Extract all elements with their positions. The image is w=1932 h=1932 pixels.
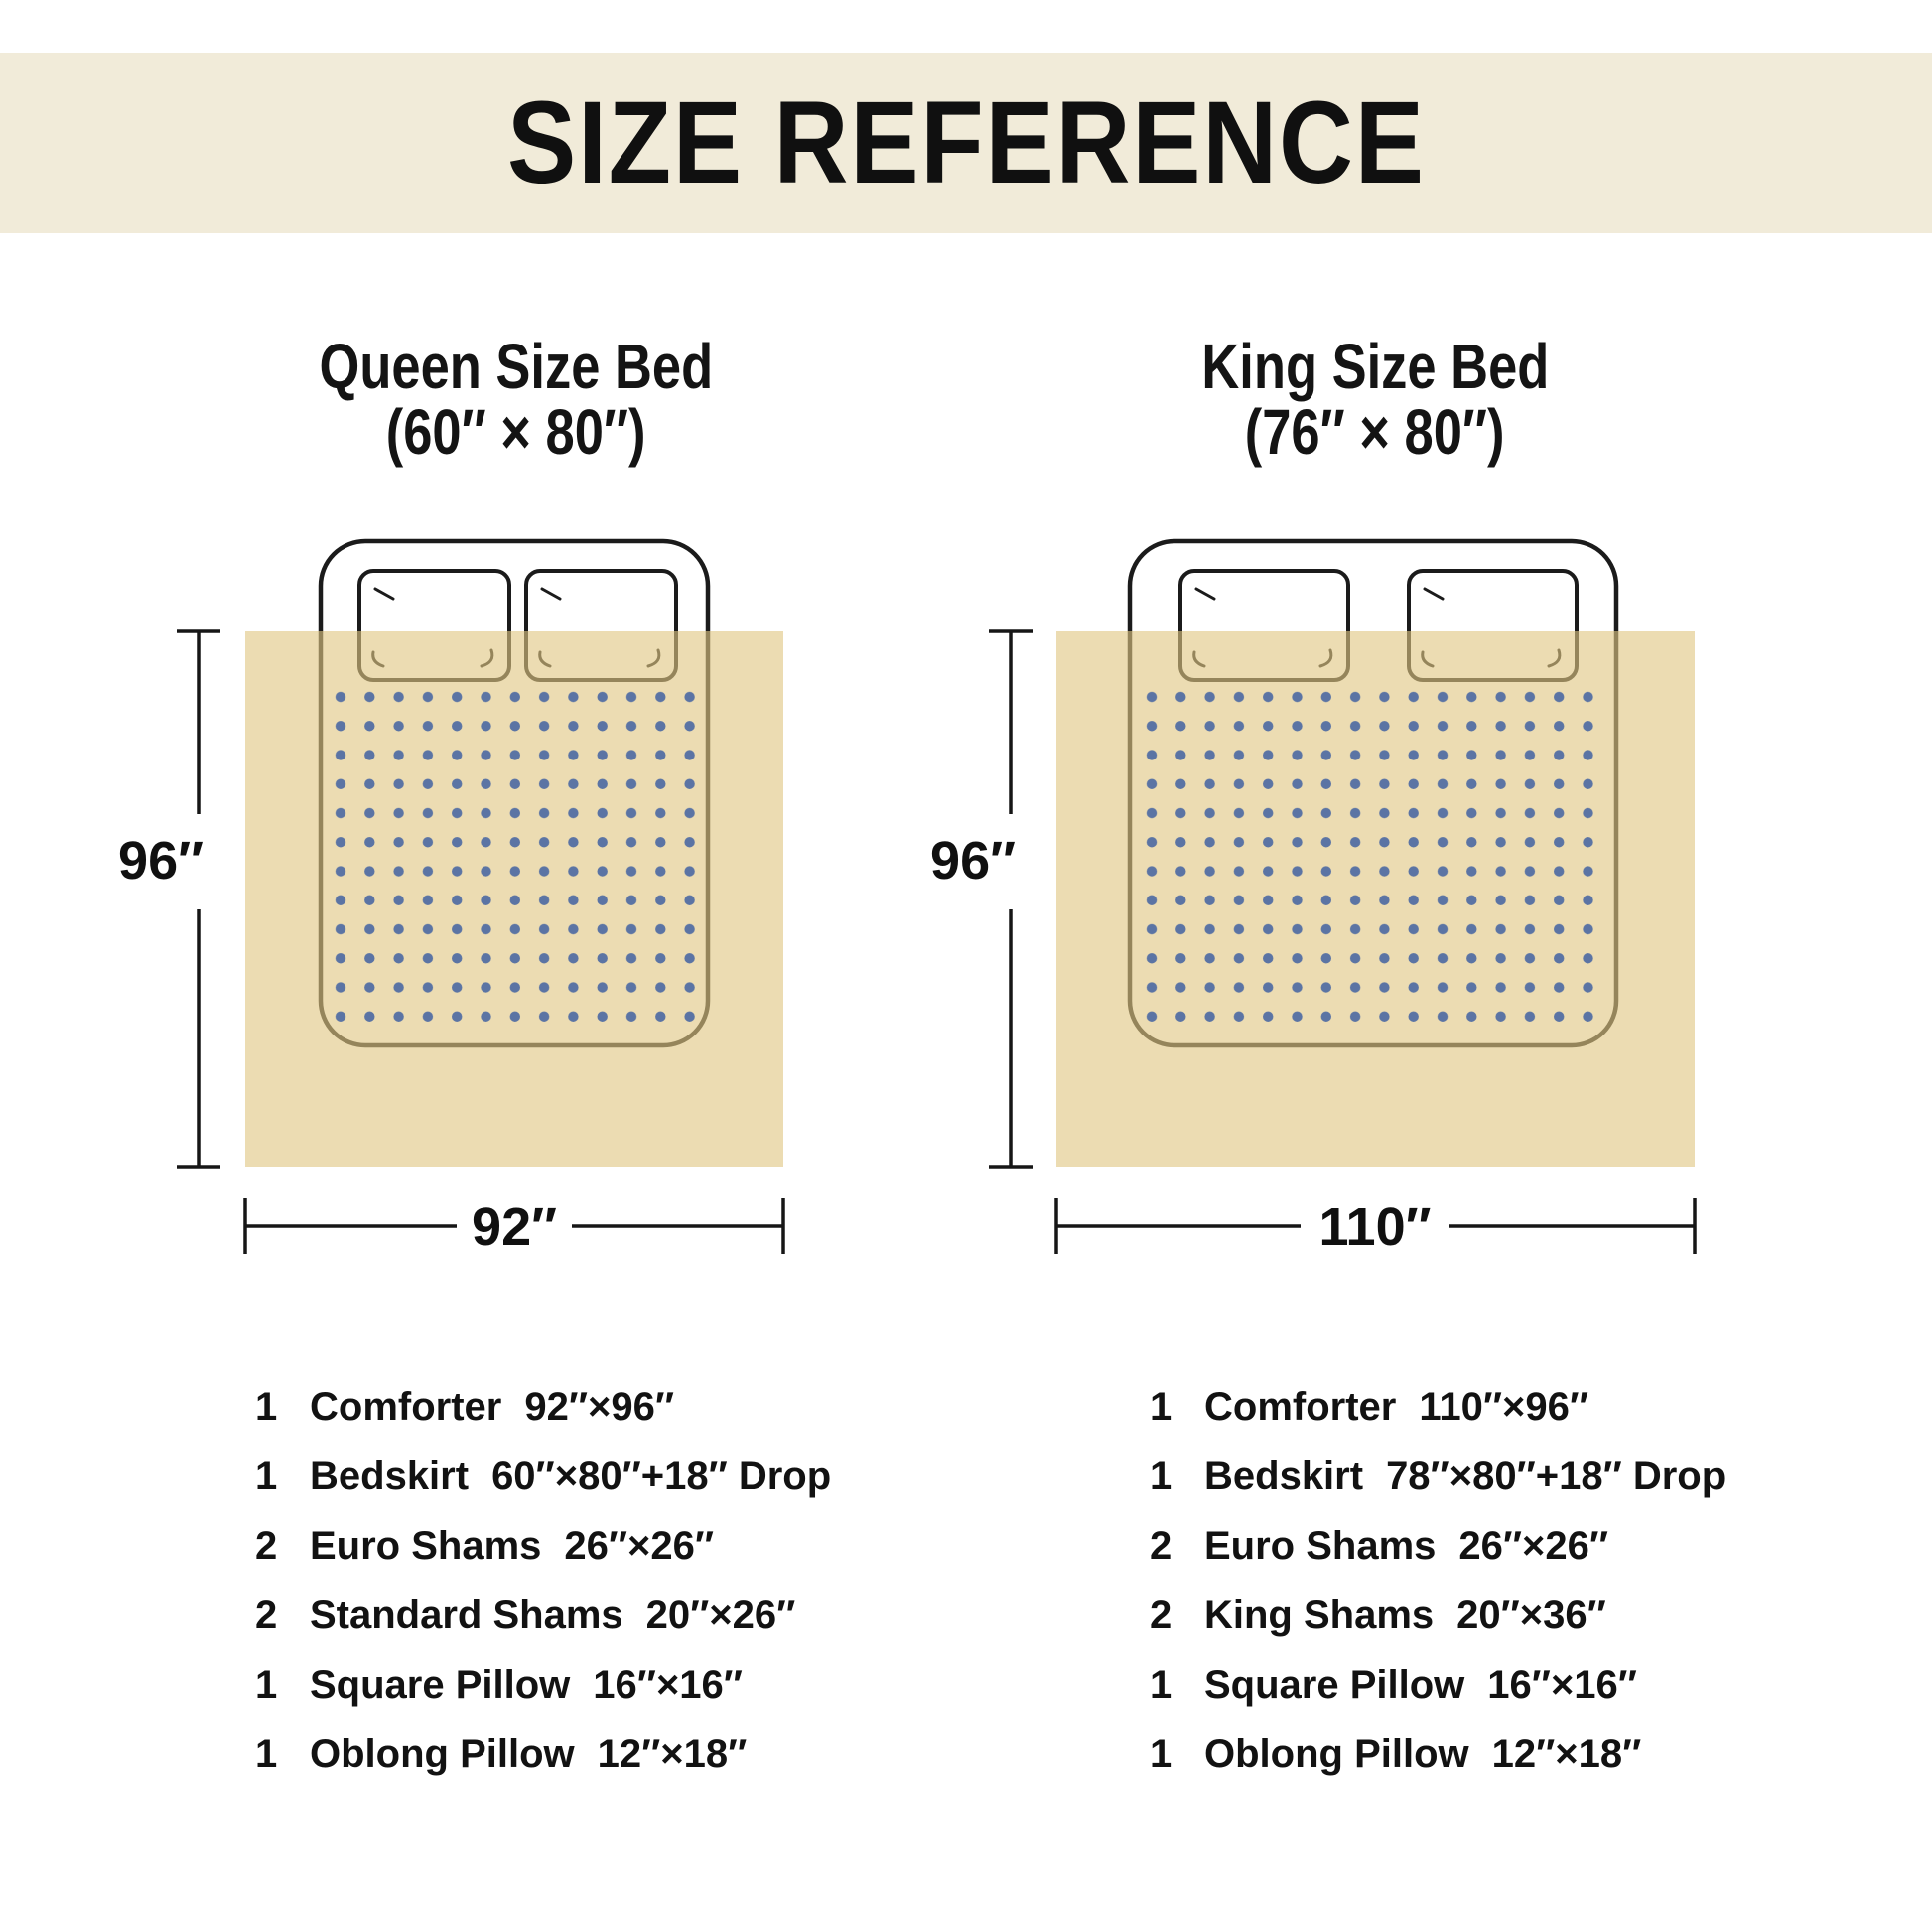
list-item: 1 Oblong Pillow 12″×18″ <box>1150 1732 1642 1776</box>
list-item: 1 Oblong Pillow 12″×18″ <box>255 1732 748 1776</box>
list-item: 2 Standard Shams 20″×26″ <box>255 1593 796 1637</box>
width-dimension <box>1056 1197 1695 1257</box>
list-item: 2 Euro Shams 26″×26″ <box>255 1524 715 1568</box>
height-dimension-label: 96″ <box>930 831 1016 891</box>
dot-pattern <box>326 682 704 1032</box>
king-subtitle: (76″ × 80″) <box>1245 396 1505 468</box>
height-dimension <box>930 631 1033 1167</box>
list-item: 2 King Shams 20″×36″ <box>1150 1593 1606 1637</box>
height-dimension <box>118 631 220 1167</box>
king-title: King Size Bed <box>1201 331 1549 402</box>
queen-title-block <box>99 331 933 468</box>
width-dimension-label: 110″ <box>1318 1197 1432 1257</box>
page-title: SIZE REFERENCE <box>506 77 1426 208</box>
list-item: 1 Comforter 110″×96″ <box>1150 1385 1589 1429</box>
width-dimension <box>245 1197 783 1257</box>
queen-bed-diagram <box>99 516 933 1271</box>
king-item-list <box>1150 1372 1904 1789</box>
list-item: 1 Bedskirt 78″×80″+18″ Drop <box>1150 1454 1726 1498</box>
list-item: 1 Bedskirt 60″×80″+18″ Drop <box>255 1454 832 1498</box>
king-bed-diagram <box>874 516 1807 1271</box>
queen-item-list <box>255 1372 1010 1789</box>
height-dimension-line <box>177 631 220 1167</box>
header-banner <box>0 53 1932 233</box>
list-item: 1 Comforter 92″×96″ <box>255 1385 675 1429</box>
height-dimension-line <box>989 631 1033 1167</box>
queen-title: Queen Size Bed <box>319 331 714 402</box>
width-dimension-label: 92″ <box>472 1197 557 1257</box>
queen-subtitle: (60″ × 80″) <box>386 396 646 468</box>
list-item: 1 Square Pillow 16″×16″ <box>1150 1663 1637 1707</box>
list-item: 2 Euro Shams 26″×26″ <box>1150 1524 1609 1568</box>
king-title-block <box>958 331 1792 468</box>
height-dimension-label: 96″ <box>118 831 204 891</box>
list-item: 1 Square Pillow 16″×16″ <box>255 1663 743 1707</box>
dot-pattern <box>1137 682 1602 1032</box>
